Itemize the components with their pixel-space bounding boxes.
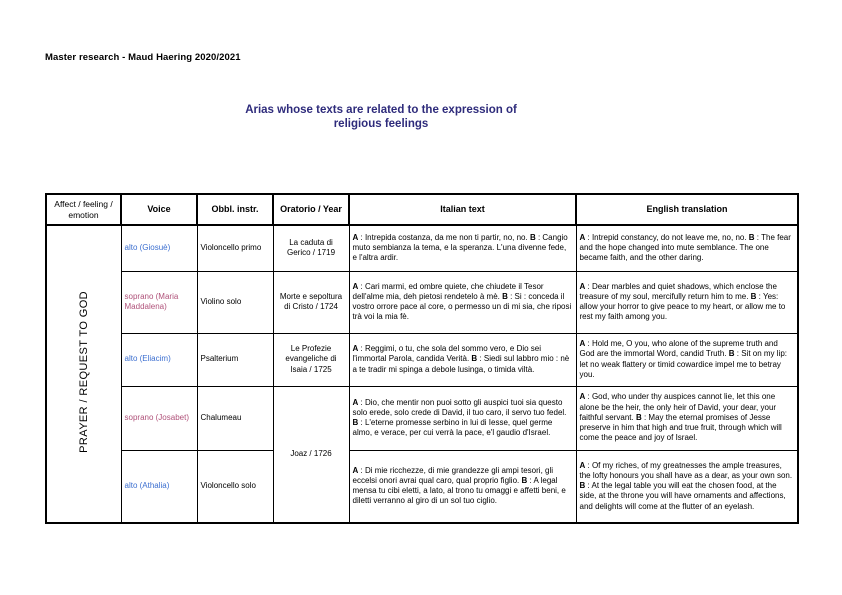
italian-text-cell: A : Cari marmi, ed ombre quiete, che chiudete il Tesor dell'alme mia, deh pietosi rendetelo à mè. B : Si : conceda il vostro orrore pace al core, o permesso un di mi sia, che riposi trà voi la mia fè. xyxy=(349,271,576,333)
column-header: Italian text xyxy=(349,194,576,225)
english-translation-cell: A : Dear marbles and quiet shadows, which enclose the treasure of my soul, mercifully return him to me. B : Yes: allow your horror to give peace to my heart, or allow me to rest my faith among you. xyxy=(576,271,798,333)
column-header: Obbl. instr. xyxy=(197,194,273,225)
arias-table xyxy=(45,193,799,524)
table-header-row xyxy=(46,194,798,225)
document-header: Master research - Maud Haering 2020/2021 xyxy=(45,52,241,63)
instrument-cell: Violino solo xyxy=(197,271,273,333)
english-translation-cell: A : Hold me, O you, who alone of the supreme truth and God are the immortal Word, candid Truth. B : Sit on my lip: let no weak flattery or timid cowardice impel me to betray you. xyxy=(576,333,798,386)
page-title-line1: Arias whose texts are related to the expression of xyxy=(245,104,517,116)
voice-cell: alto (Giosuè) xyxy=(121,225,197,271)
table-row xyxy=(46,333,798,386)
oratorio-cell: Morte e sepoltura di Cristo / 1724 xyxy=(273,271,349,333)
voice-cell: alto (Athalia) xyxy=(121,450,197,523)
english-translation-cell: A : Intrepid constancy, do not leave me, no, no. B : The fear and the hope changed into mute semblance. The one became faith, and the other daring. xyxy=(576,225,798,271)
voice-cell: soprano (Josabet) xyxy=(121,386,197,450)
page-title xyxy=(45,103,717,132)
instrument-cell: Violoncello solo xyxy=(197,450,273,523)
english-translation-cell: A : Of my riches, of my greatnesses the ample treasures, the lofty honours you shall have as a dear, as your own son. B : At the legal table you will eat the chosen food, at the side, at the throne you will have ornaments and affections, and delights will come at the flutter of an eyelash. xyxy=(576,450,798,523)
column-header: Voice xyxy=(121,194,197,225)
instrument-cell: Chalumeau xyxy=(197,386,273,450)
italian-text-cell: A : Dio, che mentir non puoi sotto gli auspici tuoi sia questo solo erede, solo crede di David, il tuo caro, il servo tuo fedel. B : L'eterne promesse serbino in lui di Iesse, quel germe almo, e verace, per cui verrà la pace, e'l gaudio d'Israel. xyxy=(349,386,576,450)
instrument-cell: Psalterium xyxy=(197,333,273,386)
italian-text-cell: A : Intrepida costanza, da me non ti partir, no, no. B : Cangio muto sembianza la tema, e la speranza. L'una divenne fede, e l'altra ardir. xyxy=(349,225,576,271)
column-header: English translation xyxy=(576,194,798,225)
instrument-cell: Violoncello primo xyxy=(197,225,273,271)
italian-text-cell: A : Di mie ricchezze, di mie grandezze gli ampi tesori, gli eccelsi onori avrai qual caro, qual proprio figlio. B : A legal mensa tu cibi eletti, a lato, al trono tu omaggi e affetti beni, e diletti verranno al giro di un sol tuo ciglio. xyxy=(349,450,576,523)
table-row xyxy=(46,450,798,523)
table-body xyxy=(46,225,798,523)
affect-category-cell xyxy=(46,225,121,523)
table-row xyxy=(46,225,798,271)
english-translation-cell: A : God, who under thy auspices cannot lie, let this one alone be the heir, the only heir of David, your dear, your faithful servant. B : May the eternal promises of Jesse preserve in him that high and true fruit, through which will come the peace and joy of Israel. xyxy=(576,386,798,450)
oratorio-cell: Joaz / 1726 xyxy=(273,386,349,523)
column-header: Affect / feeling / emotion xyxy=(46,194,121,225)
oratorio-cell: Le Profezie evangeliche di Isaia / 1725 xyxy=(273,333,349,386)
affect-category-label: PRAYER / REQUEST TO GOD xyxy=(77,291,90,454)
column-header: Oratorio / Year xyxy=(273,194,349,225)
voice-cell: soprano (Maria Maddalena) xyxy=(121,271,197,333)
table-row xyxy=(46,271,798,333)
page-title-line2: religious feelings xyxy=(333,118,429,131)
italian-text-cell: A : Reggimi, o tu, che sola del sommo vero, e Dio sei l'immortal Parola, candida Verità. B : Siedi sul labbro mio : nè a te tradir mi spinga a debole lusinga, o timida viltà. xyxy=(349,333,576,386)
table-row xyxy=(46,386,798,450)
oratorio-cell: La caduta di Gerico / 1719 xyxy=(273,225,349,271)
voice-cell: alto (Eliacim) xyxy=(121,333,197,386)
